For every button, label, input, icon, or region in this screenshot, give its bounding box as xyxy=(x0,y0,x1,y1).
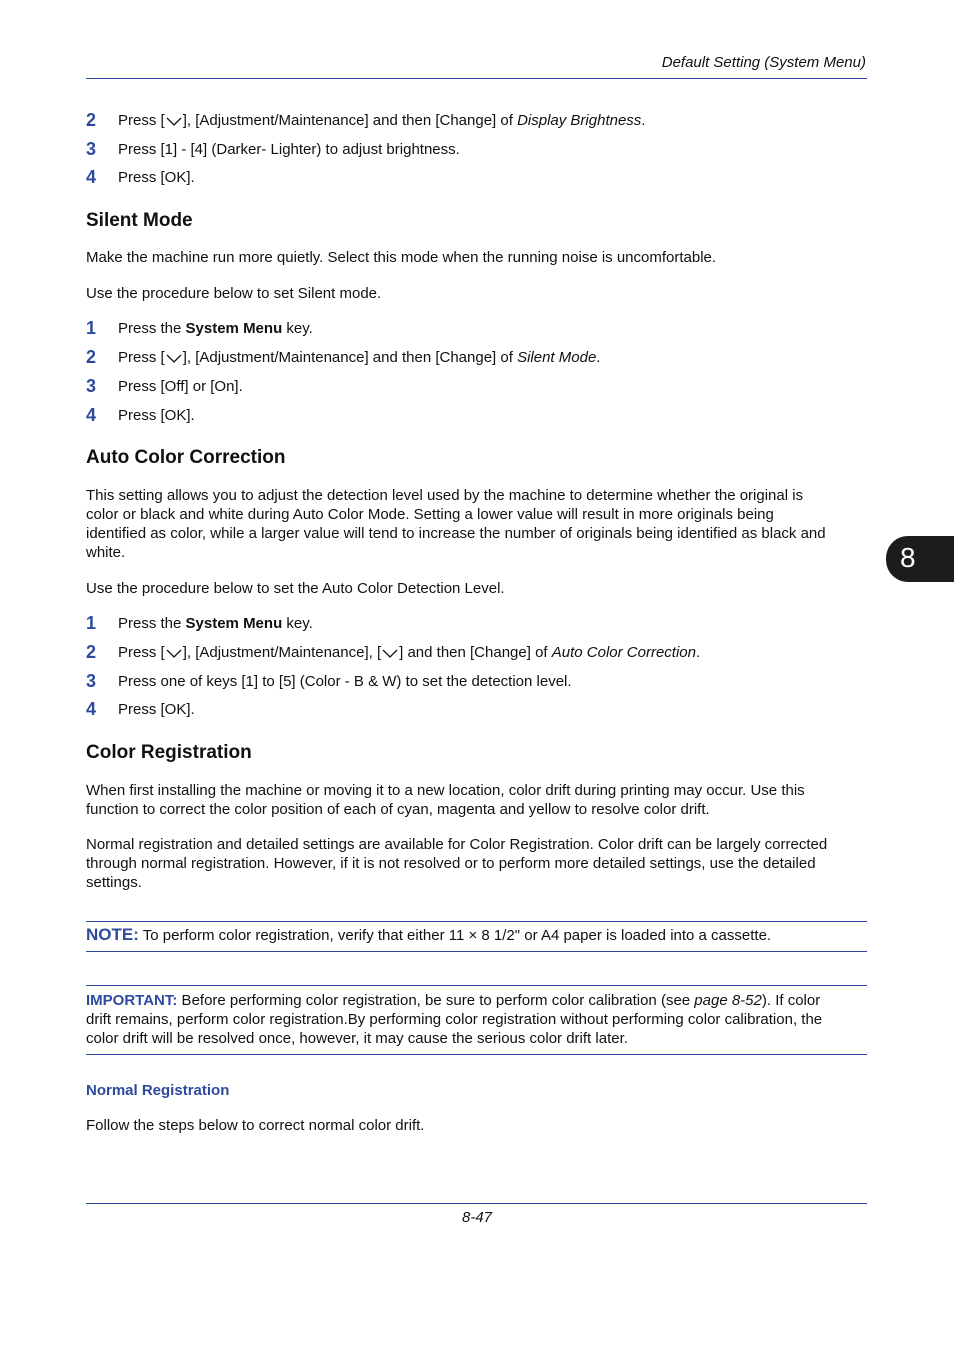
section-heading-color-registration: Color Registration xyxy=(86,742,252,763)
note-rule-top xyxy=(86,921,867,922)
subheading-normal-registration: Normal Registration xyxy=(86,1082,230,1099)
step-number: 3 xyxy=(86,376,97,396)
important: IMPORTANT: Before performing color registration, be sure to perform color calibration (see page 8-52). If color drift remains, perform color registration.By performing color registration without performing color calibration, the color drift will be resolved once, however, it may cause the serious color drift later. xyxy=(86,992,823,1047)
step-text: Press [1] - [4] (Darker- Lighter) to adjust brightness. xyxy=(118,141,460,158)
step-number: 4 xyxy=(86,699,97,719)
step-number: 1 xyxy=(86,318,97,338)
paragraph: Make the machine run more quietly. Select this mode when the running noise is uncomfortable. xyxy=(86,249,717,266)
step xyxy=(86,346,867,368)
paragraph: Use the procedure below to set the Auto Color Detection Level. xyxy=(86,580,505,597)
paragraph: Follow the steps below to correct normal color drift. xyxy=(86,1117,425,1134)
step-text: Press [OK]. xyxy=(118,701,195,718)
step-number: 3 xyxy=(86,671,97,691)
step-text: Press [ ], [Adjustment/Maintenance] and then [Change] of Display Brightness. xyxy=(118,112,646,129)
step xyxy=(86,317,867,339)
step-number: 4 xyxy=(86,167,97,187)
paragraph: Normal registration and detailed settings are available for Color Registration. Color drift can be largely corrected through normal registration. However, if it is not resolved or to perform more detailed settings, use the detailed settings. xyxy=(86,836,828,891)
paragraph: When first installing the machine or moving it to a new location, color drift during printing may occur. Use this function to correct the color position of each of cyan, magenta and yellow to resolve color drift. xyxy=(86,782,805,818)
step xyxy=(86,138,867,160)
step xyxy=(86,670,867,692)
step-number: 4 xyxy=(86,405,97,425)
header-rule xyxy=(86,78,867,79)
step-text: Press one of keys [1] to [5] (Color - B & W) to set the detection level. xyxy=(118,673,572,690)
step-number: 2 xyxy=(86,347,97,367)
step-number: 3 xyxy=(86,139,97,159)
step xyxy=(86,404,867,426)
chapter-number: 8 xyxy=(900,542,916,573)
important-rule-top xyxy=(86,985,867,986)
chevron-down-icon xyxy=(166,648,182,658)
running-header: Default Setting (System Menu) xyxy=(661,54,866,71)
paragraph: Use the procedure below to set Silent mode. xyxy=(86,285,382,302)
chevron-down-icon xyxy=(166,353,182,363)
section-heading-silent-mode: Silent Mode xyxy=(86,210,193,231)
step xyxy=(86,612,867,634)
step xyxy=(86,166,867,188)
important-label: IMPORTANT: xyxy=(86,992,178,1009)
step-number: 2 xyxy=(86,642,97,662)
step-text: Press [ ], [Adjustment/Maintenance], [ ] and then [Change] of Auto Color Correction. xyxy=(118,644,701,661)
step xyxy=(86,109,867,131)
step xyxy=(86,375,867,397)
step-text: Press [ ], [Adjustment/Maintenance] and then [Change] of Silent Mode. xyxy=(118,349,601,366)
step-text: Press [OK]. xyxy=(118,169,195,186)
page-reference: page 8-52 xyxy=(694,992,762,1009)
important-rule-bottom xyxy=(86,1054,867,1055)
chapter-tab xyxy=(886,536,954,582)
chevron-down-icon xyxy=(382,648,398,658)
paragraph: This setting allows you to adjust the detection level used by the machine to determine whether the original is color or black and white during Auto Color Mode. Setting a lower value will result in more originals being identified as color, while a larger value will tend to increase the number of originals being identified as black and white. xyxy=(86,487,826,561)
chevron-down-icon xyxy=(166,116,182,126)
page-number: 8-47 xyxy=(461,1209,493,1226)
step-text: Press [Off] or [On]. xyxy=(118,378,243,395)
note-text: To perform color registration, verify that either 11 × 8 1/2" or A4 paper is loaded into a cassette. xyxy=(138,927,772,944)
step-number: 1 xyxy=(86,613,97,633)
note-label: NOTE: xyxy=(86,925,139,944)
step-text: Press [OK]. xyxy=(118,407,195,424)
section-heading-auto-color-correction: Auto Color Correction xyxy=(86,447,286,468)
step-text: Press the System Menu key. xyxy=(118,320,313,337)
note xyxy=(86,924,867,947)
step-number: 2 xyxy=(86,110,97,130)
note-rule-bottom xyxy=(86,951,867,952)
footer-rule xyxy=(86,1203,867,1204)
step xyxy=(86,698,867,720)
step xyxy=(86,641,867,663)
step-text: Press the System Menu key. xyxy=(118,615,313,632)
